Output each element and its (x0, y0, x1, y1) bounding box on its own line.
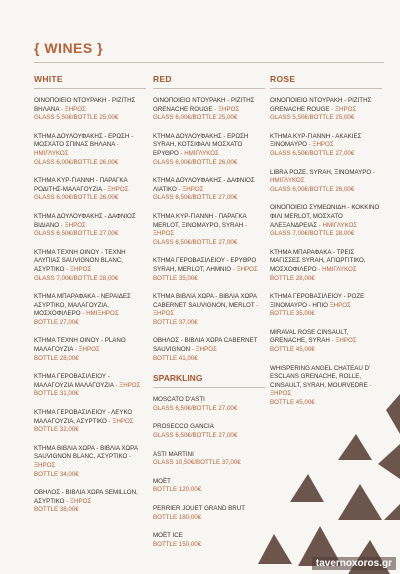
page-title: { WINES } (34, 40, 104, 56)
wine-price: BOTTLE 180,00€ (153, 513, 202, 521)
column-divider (34, 88, 146, 89)
column-heading-white: WHITE (34, 74, 63, 84)
wine-label: ΟΒΗΛΟΣ - ΒΙΒΛΙΑ ΧΩΡΑ SEMILLON, ΑΣΥΡΤΙΚΟ (34, 489, 138, 505)
wine-name (153, 423, 265, 432)
menu-item (34, 249, 146, 283)
column-heading-rose: ROSE (270, 74, 296, 84)
wine-label: ΚΤΗΜΑ ΜΠΑΡΑΦΑΚΑ - ΤΡΕΙΣ ΜΑΓΙΣΣΕΣ SYRAH, ΑΓΙΩΡΓΙΤΙΚΟ, ΜΟΣΧΟΦΙΛΕΡΟ (270, 248, 366, 273)
wine-name (34, 445, 146, 471)
menu-item (34, 177, 146, 203)
wine-label: ΟΙΝΟΠΟΙΕΙΟ ΝΤΟΥΡΑΚΗ - ΡΙΖΙΤΗΣ GRENACHE ROUGE (270, 97, 372, 113)
wine-type: - ΞΗΡΟΣ (59, 221, 86, 229)
column-heading-red: RED (153, 74, 172, 84)
decorative-triangles-icon (250, 394, 400, 574)
wine-label: ΚΤΗΜΑ ΜΠΑΡΑΦΑΚΑ - ΝΕΡΑΙΔΕΣ ΑΣΥΡΤΙΚΟ, ΜΑΛΑΓΟΥΖΙΑ, ΜΟΣΧΟΦΙΛΕΡΟ (34, 293, 131, 318)
wine-price: GLASS 6,50€/BOTTLE 27,00€ (153, 238, 238, 246)
wine-price: BOTTLE 45,00€ (270, 399, 315, 407)
menu-item (34, 489, 146, 515)
wine-name (270, 133, 382, 150)
wine-type: - ΞΗΡΟΣ (306, 141, 334, 149)
wine-label: ΟΙΝΟΠΟΙΕΙΟ ΣΥΜΕΩΝΙΔΗ - ΚΟΚΚΙΝΟ ΦΙΛΙ MERLOT, ΜΟΣΧΑΤΟ ΑΛΕΞΑΝΔΡΕΙΑΣ (270, 204, 380, 229)
wine-name (153, 293, 265, 319)
wine-name (270, 329, 382, 346)
wine-name (153, 532, 265, 541)
wine-type: - ΞΗΡΟΣ (34, 453, 132, 469)
menu-item (34, 133, 146, 167)
menu-item (153, 505, 265, 522)
wine-type: - ΞΗΡΟΣ (212, 105, 240, 113)
wine-name (153, 451, 265, 460)
wine-name (34, 409, 146, 426)
wine-label: ΚΤΗΜΑ ΓΕΡΟΒΑΣΙΛΕΙΟΥ - ΛΕΥΚΟ ΜΑΛΑΓΟΥΖΙΑ, ΑΣΥΡΤΙΚΟ (34, 409, 133, 425)
wine-name (34, 373, 146, 390)
wine-type: - ΗΜΙΓΛΥΚΟΣ (178, 149, 219, 157)
wine-label: MOËT ICE (153, 532, 183, 540)
wine-type: - ΞΗΡΟΣ (329, 105, 357, 113)
wine-type: - ΗΜΙΓΛΥΚΟΣ (270, 168, 375, 185)
wine-type: - ΞΗΡΟΣ (64, 497, 92, 505)
wine-type: - ΞΗΡΟΣ (153, 301, 259, 318)
wine-label: MOSCATO D'ASTI (153, 396, 205, 404)
wine-price: BOTTLE 120,00€ (153, 486, 202, 494)
wine-price: GLASS 5,50€/BOTTLE 25,00€ (270, 114, 355, 122)
rose-wines-column (270, 74, 382, 418)
menu-item (34, 445, 146, 479)
menu-item (153, 97, 265, 123)
wine-label: MOËT (153, 477, 171, 485)
wine-name (153, 97, 265, 114)
wine-label: ΚΤΗΜΑ ΓΕΡΟΒΑΣΙΛΕΙΟΥ - ΡΟΖΕ ΞΙΝΟΜΑΥΡΟ - ΗΠΙΟ (270, 293, 365, 309)
menu-item (153, 396, 265, 413)
wine-name (34, 177, 146, 194)
menu-item (270, 97, 382, 123)
wine-type: - ΞΗΡΟΣ (72, 346, 100, 354)
wine-name (270, 293, 382, 310)
wine-price: GLASS 6,00€/BOTTLE 26,00€ (34, 194, 119, 202)
menu-item (153, 177, 265, 203)
wine-price: BOTTLE 35,00€ (270, 310, 315, 318)
menu-item (153, 451, 265, 468)
column-divider (270, 88, 382, 89)
wine-type: - ΗΜΙΓΛΥΚΟΣ (317, 221, 358, 229)
wine-price: GLASS 6,00€/BOTTLE 26,00€ (153, 158, 238, 166)
wine-label: ΚΤΗΜΑ ΒΙΒΛΙΑ ΧΩΡΑ - ΒΙΒΛΙΑ ΧΩΡΑ SAUVIGNON BLANC, ΑΣΥΡΤΙΚΟ (34, 444, 138, 461)
wine-price: GLASS 10,50€/BOTTLE 37,00€ (153, 459, 241, 467)
wine-name (270, 249, 382, 275)
wine-price: GLASS 6,50€/BOTTLE 27,00€ (270, 149, 355, 157)
wine-label: ΚΤΗΜΑ ΚΥΡ-ΓΙΑΝΝΗ - ΠΑΡΑΓΚΑ ΡΟΔΙΤΗΣ-ΜΑΛΑΓΟΥΖΙΑ (34, 177, 128, 193)
wine-price: BOTTLE 34,00€ (34, 470, 79, 478)
menu-item (270, 204, 382, 238)
wine-price: BOTTLE 27,00€ (34, 318, 79, 326)
wine-label: ΚΤΗΜΑ ΔΟΥΛΟΥΦΑΚΗΣ - ΔΑΦΝΙΟΣ ΒΙΔΙΑΝΟ (34, 212, 136, 229)
wine-list-rose (270, 97, 382, 408)
wine-label: ΚΤΗΜΑ ΔΟΥΛΟΥΦΑΚΗΣ - ΕΡΩΣΗ SYRAH, ΚΟΤΣΙΦΑΛΙ ΜΟΣΧΑΤΟ ΕΡΥΘΡΟ (153, 132, 249, 157)
wine-name (153, 337, 265, 354)
wine-price: GLASS 6,50€/BOTTLE 27,00€ (153, 194, 238, 202)
wine-label: ΚΤΗΜΑ ΤΕΧΝΗ ΟΙΝΟΥ - PLANO ΜΑΛΑΓΟΥΖΙΑ (34, 337, 126, 354)
wine-price: GLASS 6,00€/BOTTLE 26,00€ (270, 185, 355, 193)
wine-name (153, 396, 265, 405)
title-divider (34, 62, 384, 63)
menu-item (34, 213, 146, 239)
wine-name (34, 133, 146, 159)
menu-item (34, 373, 146, 399)
menu-item (270, 169, 382, 195)
wine-price: BOTTLE 28,00€ (270, 274, 315, 282)
wine-price: BOTTLE 45,00€ (270, 346, 315, 354)
wine-label: ΚΤΗΜΑ ΒΙΒΛΙΑ ΧΩΡΑ - ΒΙΒΛΙΑ ΧΩΡΑ CABERNET SAUVIGNON, MERLOT (153, 293, 257, 309)
menu-item (34, 409, 146, 435)
menu-item (153, 257, 265, 283)
wine-name (270, 169, 382, 186)
wine-label: MIRAVAL ROSE CINSAULT, GRENACHE, SYRAH (270, 328, 349, 345)
wine-name (153, 133, 265, 159)
wine-name (34, 97, 146, 114)
menu-item (153, 423, 265, 440)
wine-name (34, 489, 146, 506)
wine-name (153, 478, 265, 487)
menu-item (270, 133, 382, 159)
wine-type: - ΞΗΡΟΣ (270, 381, 372, 398)
menu-item (270, 329, 382, 355)
menu-item (153, 478, 265, 495)
wine-name (153, 213, 265, 239)
wine-label: ΚΤΗΜΑ ΚΥΡ-ΓΙΑΝΝΗ - ΠΑΡΑΓΚΑ MERLOT, ΞΙΝΟΜΑΥΡΟ, SYRAH (153, 212, 247, 229)
wine-type: - ΞΗΡΟΣ (64, 265, 92, 273)
wine-price: BOTTLE 32,00€ (34, 426, 79, 434)
wine-label: ΚΤΗΜΑ ΓΕΡΟΒΑΣΙΛΕΙΟΥ - ΜΑΛΑΓΟΥΖΙΑ ΜΑΛΑΓΟΥΖΙΑ (34, 373, 114, 389)
wine-name (153, 177, 265, 194)
wine-price: BOTTLE 38,00€ (34, 506, 79, 514)
wine-label: ΟΙΝΟΠΟΙΕΙΟ ΝΤΟΥΡΑΚΗ - ΡΙΖΙΤΗΣ GRENACHE ROUGE (153, 97, 255, 113)
wine-name (34, 213, 146, 230)
wine-price: GLASS 7,00€/BOTTLE 28,00€ (34, 274, 119, 282)
menu-item (153, 532, 265, 549)
menu-item (270, 293, 382, 319)
wine-type: - ΞΗΡΟΣ (329, 337, 357, 345)
wine-price: BOTTLE 35,00€ (153, 274, 198, 282)
wine-type: - ΞΗΡΟΣ (190, 346, 217, 354)
wine-list-white (34, 97, 146, 515)
wine-name (34, 337, 146, 354)
wine-price: BOTTLE 41,00€ (153, 354, 198, 362)
wine-price: BOTTLE 37,00€ (153, 318, 198, 326)
wine-name (34, 293, 146, 319)
wine-price: GLASS 6,00€/BOTTLE 25,00€ (153, 114, 238, 122)
wine-type: ΞΗΡΟΣ (327, 301, 351, 309)
wine-label: ΟΙΝΟΠΟΙΕΙΟ ΝΤΟΥΡΑΚΗ - ΡΙΖΙΤΗΣ ΒΗΛΑΝΑ (34, 97, 136, 113)
wine-price: GLASS 6,50€/BOTTLE 27,00€ (34, 230, 119, 238)
wine-list-red (153, 97, 265, 363)
wine-label: ASTI MARTINI (153, 450, 194, 458)
menu-item (270, 249, 382, 283)
wine-type: - ΗΜΙΞΗΡΟΣ (80, 310, 119, 318)
wine-name (270, 97, 382, 114)
red-wines-column (153, 74, 265, 559)
wine-label: ΚΤΗΜΑ ΤΕΧΝΗ ΟΙΝΟΥ - ΤΕΧΝΗ ΑΛΥΠΙΑΣ SAUVIGNON BLANC, ΑΣΥΡΤΙΚΟ (34, 248, 126, 273)
wine-type: - ΗΜΙΓΛΥΚΟΣ (316, 265, 357, 273)
column-divider (153, 387, 265, 388)
menu-item (34, 293, 146, 327)
wine-price: GLASS 5,50€/BOTTLE 25,00€ (34, 114, 119, 122)
wine-label: PERRIER JOUET GRAND BRUT (153, 505, 246, 512)
menu-item (153, 337, 265, 363)
menu-item (153, 133, 265, 167)
wine-type: - ΞΗΡΟΣ (101, 185, 129, 193)
wine-price: GLASS 7,00€/BOTTLE 28,00€ (270, 230, 355, 238)
wine-type: - ΞΗΡΟΣ (153, 221, 247, 238)
wine-type: - ΞΗΡΟΣ (59, 105, 86, 113)
wine-price: GLASS 6,50€/BOTTLE 27,00€ (153, 432, 238, 440)
wine-price: BOTTLE 31,00€ (34, 390, 79, 398)
column-divider (153, 88, 265, 89)
wine-type: - ΗΜΙΓΛΥΚΟΣ (34, 141, 119, 157)
wine-price: GLASS 6,50€/BOTTLE 27,00€ (153, 404, 238, 412)
wine-label: ΚΤΗΜΑ ΔΟΥΛΟΥΦΑΚΗΣ - ΔΑΦΝΙΟΣ ΛΙΑΤΙΚΟ (153, 177, 255, 193)
wine-list-sparkling (153, 396, 265, 549)
column-heading-sparkling: SPARKLING (153, 373, 203, 384)
watermark-label: tavernoxoros.gr (312, 557, 396, 570)
wine-type: - ΞΗΡΟΣ (113, 381, 141, 389)
wine-label: ΚΤΗΜΑ ΓΕΡΟΒΑΣΙΛΕΙΟΥ - ΕΡΥΘΡΟ SYRAH, MERLOT, ΛΗΜΝΙΟ (153, 257, 257, 273)
menu-item (153, 293, 265, 327)
wine-price: BOTTLE 150,00€ (153, 540, 202, 548)
wine-name (34, 249, 146, 275)
wine-price: BOTTLE 28,00€ (34, 354, 79, 362)
wine-label: ΚΤΗΜΑ ΔΟΥΛΟΥΦΑΚΗΣ - ΕΡΩΣΗ - ΜΟΣΧΑΤΟ ΣΠΙΝΑΣ ΒΗΛΑΝΑ (34, 132, 134, 149)
wine-type: - ΞΗΡΟΣ (106, 417, 134, 425)
wine-label: WHISPERING ANGEL CHATEAU D' ESCLANS GRENACHE, ROLLE, CINSAULT, SYRAH, MOURVEDRE (270, 364, 371, 389)
wine-label: ΟΒΗΛΟΣ - ΒΙΒΛΙΑ ΧΩΡΑ CABERNET SAUVIGNON (153, 337, 258, 354)
wine-label: PROSECCO GANCIA (153, 423, 214, 431)
menu-item (153, 213, 265, 247)
menu-item (34, 97, 146, 123)
wine-name (153, 257, 265, 274)
wine-name (270, 204, 382, 230)
wine-type: - ΞΗΡΟΣ (176, 185, 204, 193)
white-wines-column (34, 74, 146, 525)
wine-price: GLASS 6,00€/BOTTLE 26,00€ (34, 158, 119, 166)
wine-name (153, 505, 265, 514)
wine-label: ΚΤΗΜΑ ΚΥΡ-ΓΙΑΝΝΗ - ΑΚΑΚΙΕΣ ΞΙΝΟΜΑΥΡΟ (270, 132, 362, 149)
wine-label: LIBRA ΡΟΖΕ, SYRAH, ΞΙΝΟΜΑΥΡΟ (270, 168, 372, 176)
wine-type: - ΞΗΡΟΣ (231, 265, 258, 273)
menu-item (34, 337, 146, 363)
